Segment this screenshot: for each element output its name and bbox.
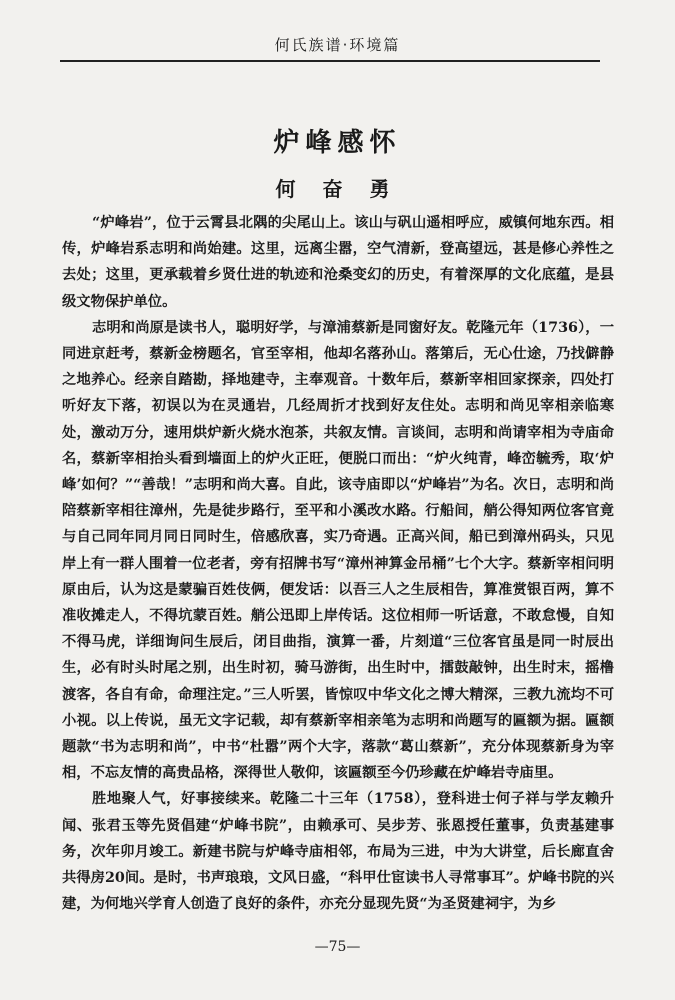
header-divider bbox=[60, 60, 600, 62]
page-number: —75— bbox=[314, 939, 361, 955]
paragraph: 志明和尚原是读书人，聪明好学，与漳浦蔡新是同窗好友。乾隆元年（1736），一同进京赶考，蔡新金榜题名，官至宰相，他却名落孙山。落第后，无心仕途，乃找僻静之地养心。经亲自踏勘，择地建寺，主奉观音。十数年后，蔡新宰相回家探亲，四处打听好友下落，初误以为在灵通岩，几经周折才找到好友住处。志明和尚见宰相亲临寒处，激动万分，速用烘炉新火烧水泡茶，共叙友情。言谈间，志明和尚请宰相为寺庙命名，蔡新宰相抬头看到墙面上的炉火正旺，便脱口而出：“炉火纯青，峰峦毓秀，取‘炉峰’如何？”“善哉！”志明和尚大喜。自此，该寺庙即以“炉峰岩”为名。次日，志明和尚陪蔡新宰相往漳州，先是徒步路行，至平和小溪改水路。行船间，艄公得知两位客官竟与自己同年同月同日同时生，倍感欣喜，实乃奇遇。正高兴间，船已到漳州码头，只见岸上有一群人围着一位老者，旁有招牌书写“漳州神算金吊桶”七个大字。蔡新宰相问明原由后，认为这是蒙骗百姓伎俩，便发话：以吾三人之生辰相告，算准赏银百两，算不准收摊走人，不得坑蒙百姓。艄公迅即上岸传话。这位相师一听话意，不敢怠慢，自知不得马虎，详细询问生辰后，闭目曲指，演算一番，片刻道“三位客官虽是同一时辰出生，必有时头时尾之别，出生时初，骑马游街，出生时中，擂鼓敲钟，出生时末，摇橹渡客，各自有命，命理注定。”三人听罢，皆惊叹中华文化之博大精深，三教九流均不可小视。以上传说，虽无文字记载，却有蔡新宰相亲笔为志明和尚题写的匾额为据。匾额题款“书为志明和尚”，中书“杜嚣”两个大字，落款“葛山蔡新”，充分体现蔡新身为宰相，不忘友情的高贵品格，深得世人敬仰，该匾额至今仍珍藏在炉峰岩寺庙里。 bbox=[62, 319, 614, 782]
running-header: 何氏族谱·环境篇 bbox=[274, 36, 401, 54]
article-body bbox=[62, 210, 614, 917]
paragraph: “炉峰岩”，位于云霄县北隅的尖尾山上。该山与矾山遥相呼应，威镇何地东西。相传，炉峰岩系志明和尚始建。这里，远离尘嚣，空气清新，登高望远，甚是修心养性之去处；这里，更承载着乡贤仕进的轨迹和沧桑变幻的历史，有着深厚的文化底蕴，是县级文物保护单位。 bbox=[62, 215, 614, 310]
paragraph: 胜地聚人气，好事接续来。乾隆二十三年（1758），登科进士何子祥与学友赖升闻、张君玉等先贤倡建“炉峰书院”，由赖承可、吴步芳、张恩授任董事，负责基建事务，次年卯月竣工。新建书院与炉峰寺庙相邻，布局为三进，中为大讲堂，后长廊直舍共得房20间。是时，书声琅琅，文风日盛，“科甲仕宦读书人寻常事耳”。炉峰书院的兴建，为何地兴学育人创造了良好的条件，亦充分显现先贤“为圣贤建祠宇，为乡 bbox=[62, 791, 614, 913]
article-author: 何 奋 勇 bbox=[275, 177, 400, 201]
article-title: 炉峰感怀 bbox=[273, 128, 402, 158]
